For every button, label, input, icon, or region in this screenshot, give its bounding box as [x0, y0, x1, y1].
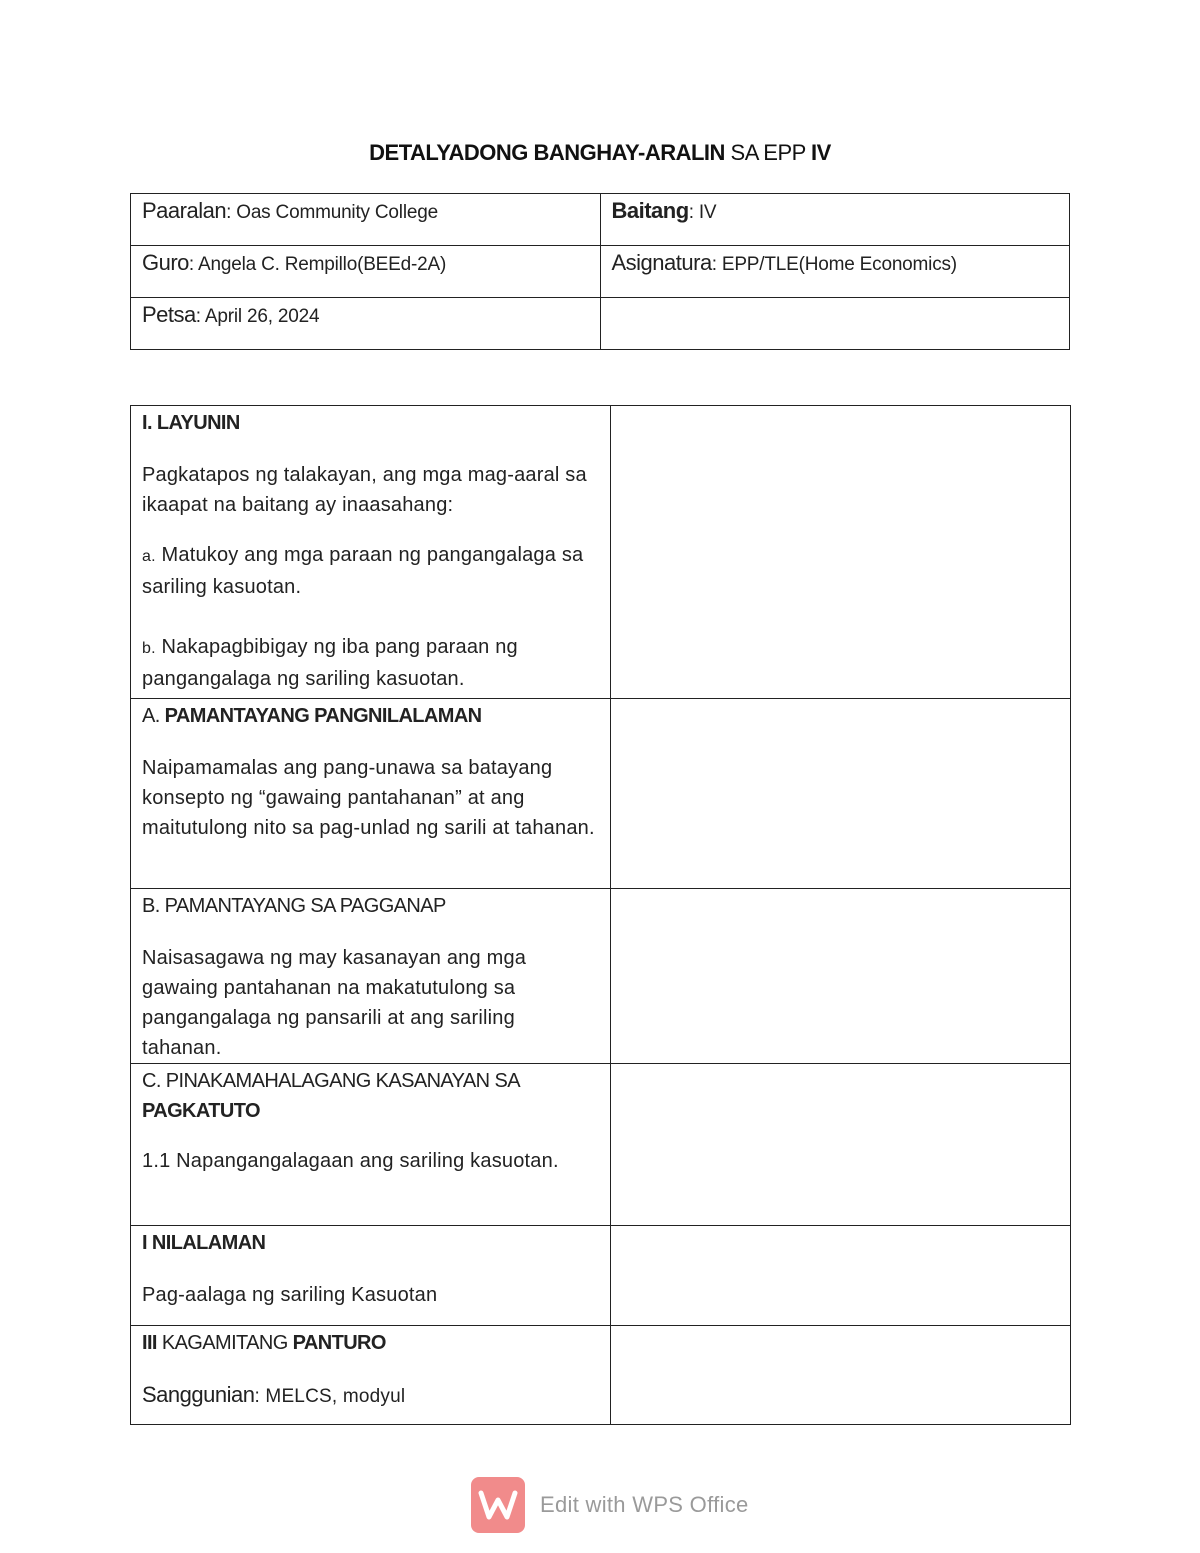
notes-cell — [611, 1064, 1071, 1226]
item-b-text: Nakapagbibigay ng iba pang paraan ng pangangalaga ng sariling kasuotan. — [142, 636, 518, 690]
empty-cell — [600, 298, 1070, 350]
title-grade: IV — [811, 140, 831, 165]
source-label: Sanggunian — [142, 1382, 255, 1407]
section-a-heading: PAMANTAYANG PANGNILALAMAN — [164, 705, 482, 727]
school-cell — [131, 194, 601, 246]
document-title — [0, 140, 1200, 166]
teacher-label: Guro — [142, 250, 189, 275]
nilalaman-heading: I NILALAMAN — [142, 1232, 266, 1254]
title-bold: DETALYADONG BANGHAY-ARALIN — [369, 140, 725, 165]
wps-text: Edit with WPS Office — [540, 1492, 749, 1517]
item-a-marker: a. — [142, 548, 156, 565]
section-a-body: Naipamamalas ang pang-unawa sa batayang konsepto ng “gawaing pantahanan” at ang maitutulong nito sa pag-unlad ng sarili at tahanan. — [142, 757, 595, 839]
notes-cell — [611, 889, 1071, 1064]
kagamitan-heading: KAGAMITANG — [156, 1332, 293, 1354]
kagamitan-cell — [131, 1326, 611, 1425]
notes-cell — [611, 699, 1071, 889]
teacher-cell — [131, 246, 601, 298]
notes-cell — [611, 406, 1071, 699]
layunin-item-b — [142, 632, 600, 694]
wps-logo-icon — [471, 1477, 525, 1533]
layunin-intro: Pagkatapos ng talakayan, ang mga mag-aaral sa ikaapat na baitang ay inaasahang: — [142, 464, 587, 516]
source-value: : MELCS, modyul — [254, 1386, 406, 1407]
kagamitan-heading-bold: PANTURO — [292, 1332, 386, 1354]
section-c-heading-bold: PAGKATUTO — [142, 1100, 260, 1122]
date-label: Petsa — [142, 302, 196, 327]
info-row — [131, 194, 1070, 246]
section-b-heading: B. PAMANTAYANG SA PAGGANAP — [142, 895, 446, 917]
pamantayang-pangnilalaman-cell — [131, 699, 611, 889]
section-b-body: Naisasagawa ng may kasanayan ang mga gawaing pantahanan na makatutulong sa pangangalaga ng pansarili at ang sariling tahanan. — [142, 947, 527, 1059]
section-c-heading: C. PINAKAMAHALAGANG KASANAYAN SA — [142, 1070, 520, 1092]
subject-cell — [600, 246, 1070, 298]
subject-label: Asignatura — [611, 250, 712, 275]
date-value: : April 26, 2024 — [195, 306, 320, 327]
kasanayan-row — [131, 1064, 1071, 1226]
nilalaman-cell — [131, 1226, 611, 1326]
grade-label: Baitang — [611, 198, 689, 223]
item-a-text: Matukoy ang mga paraan ng pangangalaga sa sariling kasuotan. — [142, 544, 584, 598]
notes-cell — [611, 1226, 1071, 1326]
pamantayang-pangnilalaman-row — [131, 699, 1071, 889]
school-value: : Oas Community College — [226, 202, 438, 223]
subject-value: : EPP/TLE(Home Economics) — [711, 254, 957, 275]
layunin-item-a — [142, 540, 600, 602]
grade-value: : IV — [688, 202, 717, 223]
wps-w-glyph-icon — [478, 1488, 518, 1522]
info-table — [130, 193, 1070, 350]
kasanayan-cell — [131, 1064, 611, 1226]
section-c-body: 1.1 Napangangalagaan ang sariling kasuotan. — [142, 1150, 559, 1172]
section-a-prefix: A. — [142, 705, 165, 727]
school-label: Paaralan — [142, 198, 227, 223]
nilalaman-body: Pag-aalaga ng sariling Kasuotan — [142, 1284, 438, 1306]
pamantayang-pagganap-row — [131, 889, 1071, 1064]
teacher-value: : Angela C. Rempillo(BEEd-2A) — [188, 254, 447, 275]
nilalaman-row — [131, 1226, 1071, 1326]
wps-watermark[interactable] — [471, 1477, 749, 1533]
layunin-heading: I. LAYUNIN — [142, 412, 240, 434]
notes-cell — [611, 1326, 1071, 1425]
date-cell — [131, 298, 601, 350]
info-row — [131, 298, 1070, 350]
kagamitan-row — [131, 1326, 1071, 1425]
pamantayang-pagganap-cell — [131, 889, 611, 1064]
layunin-cell — [131, 406, 611, 699]
kagamitan-numeral: III — [142, 1332, 157, 1354]
item-b-marker: b. — [142, 640, 156, 657]
info-row — [131, 246, 1070, 298]
layunin-row — [131, 406, 1071, 699]
lesson-plan-table — [130, 405, 1071, 1425]
grade-cell — [600, 194, 1070, 246]
title-normal: SA EPP — [724, 140, 812, 165]
